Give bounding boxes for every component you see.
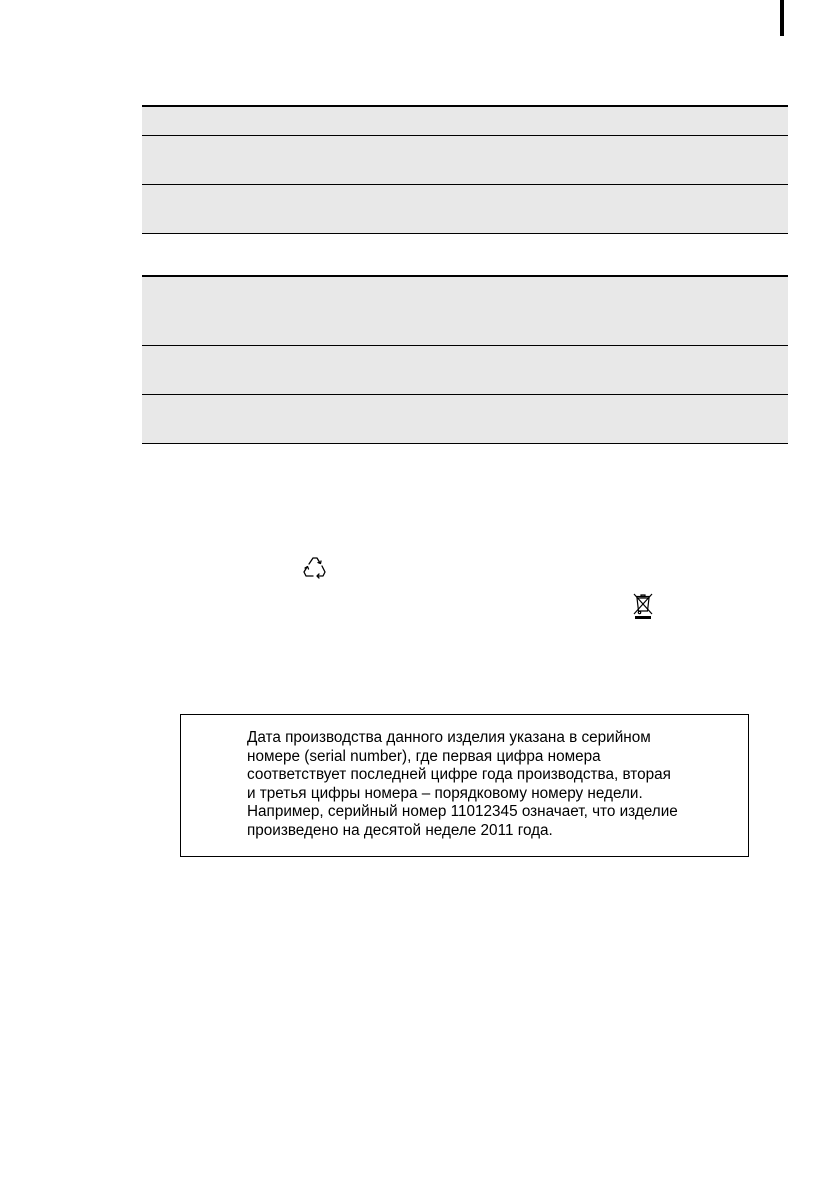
table-row [142,346,788,395]
note-line: и третья цифры номера – порядковому номеру недели. [247,784,643,802]
production-date-note [180,714,749,857]
page-edge-mark [780,0,784,36]
recycle-icon [301,555,327,581]
spec-table-1 [142,105,788,234]
note-line: Дата производства данного изделия указана в серийном [247,729,651,746]
note-line: произведено на десятой неделе 2011 года. [247,821,553,839]
crossed-out-wheelie-bin-icon [631,592,655,620]
note-line: номере (serial number), где первая цифра номера [247,747,601,765]
table-row [142,185,788,234]
note-line: Например, серийный номер 11012345 означает, что изделие [247,803,678,821]
table-row [142,395,788,444]
spec-table-2 [142,275,788,444]
table-row [142,105,788,136]
note-line: соответствует последней цифре года производства, вторая [247,766,671,784]
note-text [247,729,737,841]
table-row [142,136,788,185]
table-row [142,275,788,346]
